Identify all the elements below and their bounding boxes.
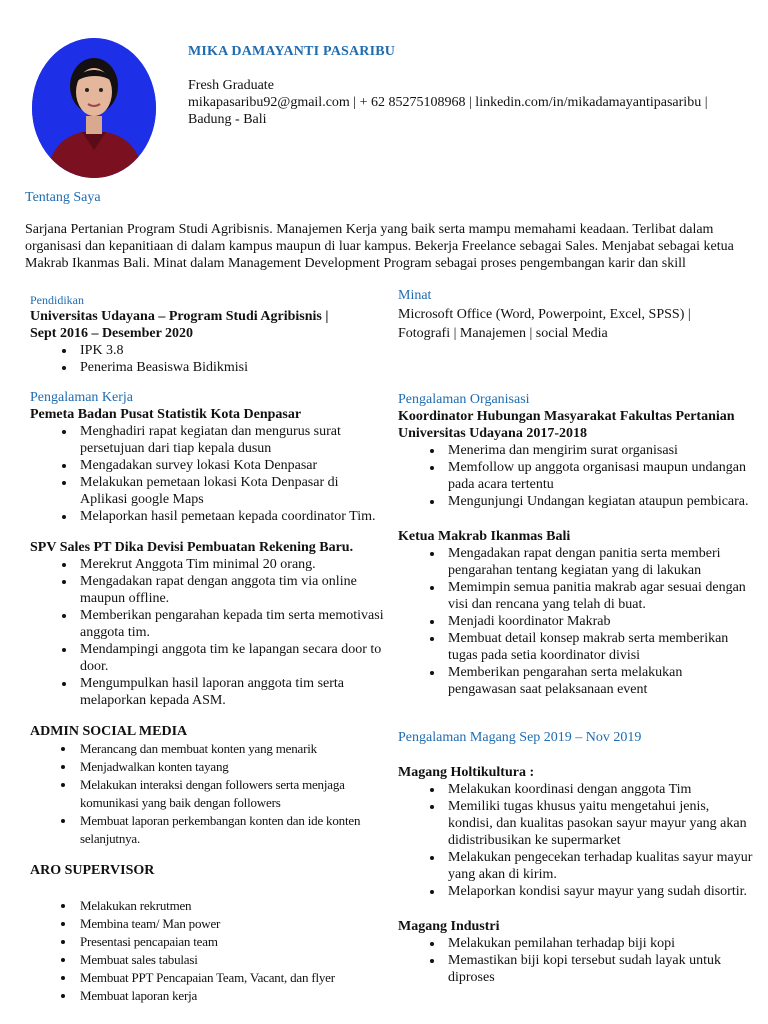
list-item: • Melakukan interaksi dengan followers serta menjaga komunikasi yang baik dengan followers [76,776,385,812]
list-item: • Mengadakan survey lokasi Kota Denpasar [76,457,385,474]
list-item: • Melakukan rekrutmen [76,897,385,915]
list-item: • Memiliki tugas khusus yaitu mengetahui jenis, kondisi, dan kualitas pasokan sayur mayur yang akan didistribusikan ke supermarket [444,798,753,849]
list-item: • Membuat sales tabulasi [76,951,385,969]
interest-line: Fotografi | Manajemen | social Media [398,326,608,341]
contact-line: mikapasaribu92@gmail.com | + 62 85275108968 | linkedin.com/in/mikadamayantipasaribu | [188,95,708,110]
list-item: • Menjadi koordinator Makrab [444,613,753,630]
list-item: • Melakukan pemilahan terhadap biji kopi [444,935,753,952]
location-line: Badung - Bali [188,112,267,127]
list-item: • Melakukan koordinasi dengan anggota Tim [444,781,753,798]
candidate-name: MIKA DAMAYANTI PASARIBU [188,44,396,59]
job-heading: ADMIN SOCIAL MEDIA [30,724,188,739]
list-item: • Merekrut Anggota Tim minimal 20 orang. [76,556,385,573]
list-item: • Membuat laporan perkembangan konten dan ide konten selanjutnya. [76,812,385,848]
list-item: • Memfollow up anggota organisasi maupun undangan pada acara tertentu [444,459,753,493]
list-item: • Melaporkan hasil pemetaan kepada coordinator Tim. [76,508,385,525]
list-item: • Mengadakan rapat dengan anggota tim via online maupun offline. [76,573,385,607]
job-heading: ARO SUPERVISOR [30,863,155,878]
internship-heading: Magang Holtikultura : [398,765,535,780]
list-item: • Menjadwalkan konten tayang [76,758,385,776]
interest-line: Microsoft Office (Word, Powerpoint, Excel, SPSS) | [398,307,691,322]
list-item: • IPK 3.8 [76,342,375,359]
list-item: • Membuat PPT Pencapaian Team, Vacant, dan flyer [76,969,385,987]
list-item: • Memimpin semua panitia makrab agar sesuai dengan visi dan rencana yang telah di buat. [444,579,753,613]
list-item: • Membuat detail konsep makrab serta memberikan tugas pada setia koordinator divisi [444,630,753,664]
internship-title: Pengalaman Magang Sep 2019 – Nov 2019 [398,730,642,745]
list-item: • Memberikan pengarahan kepada tim serta memotivasi anggota tim. [76,607,385,641]
list-item: • Mendampingi anggota tim ke lapangan secara door to door. [76,641,385,675]
list-item: • Merancang dan membuat konten yang menarik [76,740,385,758]
about-title: Tentang Saya [25,190,101,205]
profile-photo-illustration [32,38,156,178]
candidate-role: Fresh Graduate [188,78,274,93]
header-info [188,77,748,128]
org-heading: Ketua Makrab Ikanmas Bali [398,529,571,544]
list-item: • Penerima Beasiswa Bidikmisi [76,359,375,376]
list-item: • Melaporkan kondisi sayur mayur yang sudah disortir. [444,883,753,900]
list-item: • Mengumpulkan hasil laporan anggota tim serta melaporkan kepada ASM. [76,675,385,709]
education-title: Pendidikan [30,293,84,307]
list-item: • Membina team/ Man power [76,915,385,933]
organization-title: Pengalaman Organisasi [398,392,530,407]
interest-section [398,287,748,342]
internship-section [398,729,753,986]
list-item: • Menghadiri rapat kegiatan dan mengurus surat persetujuan dari tiap kepala dusun [76,423,385,457]
education-school: Universitas Udayana – Program Studi Agribisnis | [30,309,329,324]
education-period: Sept 2016 – Desember 2020 [30,326,194,341]
list-item: • Mengunjungi Undangan kegiatan ataupun pembicara. [444,493,753,510]
profile-photo [32,38,156,178]
job-heading: SPV Sales PT Dika Devisi Pembuatan Rekening Baru. [30,540,354,555]
education-section [30,293,375,376]
internship-heading: Magang Industri [398,919,500,934]
list-item: • Menerima dan mengirim surat organisasi [444,442,753,459]
list-item: • Membuat laporan kerja [76,987,385,1005]
job-heading: Pemeta Badan Pusat Statistik Kota Denpasar [30,407,302,422]
organization-section [398,391,753,698]
list-item: • Mengadakan rapat dengan panitia serta memberi pengarahan tentang kegiatan yang di lakukan [444,545,753,579]
list-item: • Melakukan pemetaan lokasi Kota Denpasar di Aplikasi google Maps [76,474,385,508]
org-heading: Koordinator Hubungan Masyarakat Fakultas Pertanian Universitas Udayana 2017-2018 [398,409,735,441]
list-item: • Presentasi pencapaian team [76,933,385,951]
interest-title: Minat [398,288,432,303]
work-section [30,389,385,1005]
list-item: • Memastikan biji kopi tersebut sudah layak untuk diproses [444,952,753,986]
list-item: • Memberikan pengarahan serta melakukan pengawasan saat pelaksanaan event [444,664,753,698]
list-item: • Melakukan pengecekan terhadap kualitas sayur mayur yang akan di kirim. [444,849,753,883]
about-text: Sarjana Pertanian Program Studi Agribisnis. Manajemen Kerja yang baik serta mampu memahami keadaan. Terlibat dalam organisasi dan kepanitiaan di dalam kampus maupun di luar kampus. Bekerja Freelance sebagai Sales. Menjabat sebagai ketua Makrab Ikanmas Bali. Minat dalam Management Development Program sebagai proses pengembangan karir dan skill [25,222,734,271]
work-title: Pengalaman Kerja [30,390,134,405]
